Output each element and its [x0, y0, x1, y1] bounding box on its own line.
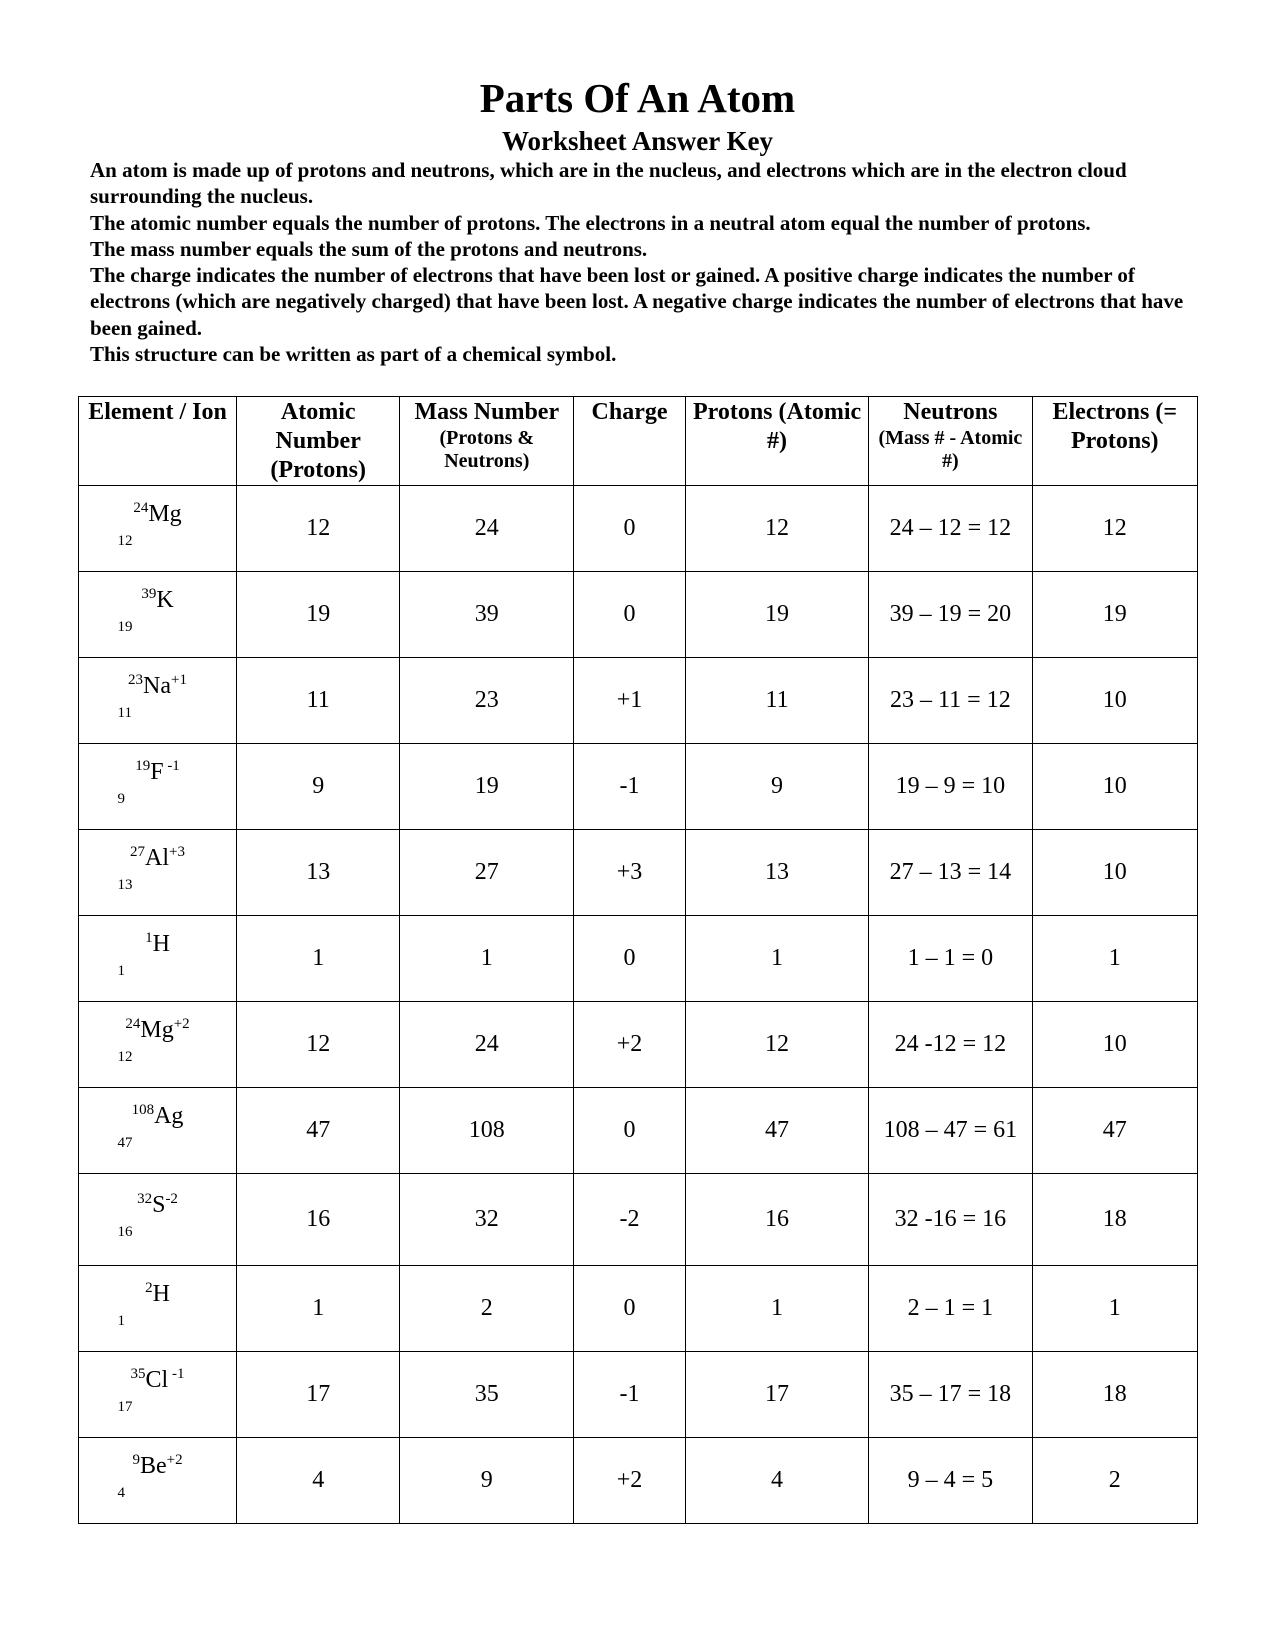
- element-symbol: H: [152, 1281, 170, 1307]
- table-row: [79, 1352, 1198, 1438]
- charge-superscript: +3: [169, 844, 185, 860]
- cell-mass-number: 19: [400, 744, 574, 830]
- atomic-subscript: 1: [117, 1313, 126, 1329]
- cell-neutrons: 32 -16 = 16: [869, 1174, 1032, 1266]
- cell-neutrons: 108 – 47 = 61: [869, 1088, 1032, 1174]
- isotope-symbol: [108, 1447, 208, 1507]
- atomic-subscript: 19: [117, 619, 133, 635]
- isotope-symbol: [108, 1097, 208, 1157]
- cell-mass-number: 32: [400, 1174, 574, 1266]
- atomic-subscript: 47: [117, 1135, 133, 1151]
- cell-protons: 12: [685, 1002, 868, 1088]
- table-row: [79, 916, 1198, 1002]
- cell-electrons: 47: [1032, 1088, 1197, 1174]
- isotope-symbol: [108, 581, 208, 641]
- table-row: [79, 1438, 1198, 1524]
- cell-charge: 0: [574, 572, 686, 658]
- cell-atomic-number: 1: [237, 916, 400, 1002]
- cell-charge: 0: [574, 1266, 686, 1352]
- cell-protons: 17: [685, 1352, 868, 1438]
- cell-element: [79, 1352, 237, 1438]
- header-electrons: Electrons (= Protons): [1032, 397, 1197, 486]
- element-symbol: Ag: [154, 1103, 184, 1129]
- mass-superscript: 2: [145, 1280, 153, 1296]
- cell-mass-number: 27: [400, 830, 574, 916]
- cell-charge: +3: [574, 830, 686, 916]
- mass-superscript: 32: [137, 1191, 153, 1207]
- mass-superscript: 39: [141, 586, 157, 602]
- cell-neutrons: 2 – 1 = 1: [869, 1266, 1032, 1352]
- table-row: [79, 1088, 1198, 1174]
- cell-atomic-number: 47: [237, 1088, 400, 1174]
- cell-charge: +2: [574, 1438, 686, 1524]
- cell-mass-number: 24: [400, 486, 574, 572]
- table-row: [79, 1266, 1198, 1352]
- mass-superscript: 35: [130, 1366, 146, 1382]
- cell-electrons: 10: [1032, 744, 1197, 830]
- cell-charge: 0: [574, 486, 686, 572]
- element-symbol: Al: [145, 845, 170, 871]
- page-subtitle: Worksheet Answer Key: [502, 126, 773, 156]
- cell-protons: 13: [685, 830, 868, 916]
- element-symbol: H: [152, 931, 170, 957]
- cell-electrons: 10: [1032, 658, 1197, 744]
- cell-electrons: 19: [1032, 572, 1197, 658]
- table-row: [79, 1174, 1198, 1266]
- cell-protons: 9: [685, 744, 868, 830]
- isotope-symbol: [108, 925, 208, 985]
- mass-superscript: 19: [135, 758, 151, 774]
- cell-protons: 16: [685, 1174, 868, 1266]
- charge-superscript: +2: [166, 1452, 183, 1468]
- header-mass-number: Mass Number (Protons & Neutrons): [400, 397, 574, 486]
- table-row: [79, 1002, 1198, 1088]
- cell-charge: 0: [574, 916, 686, 1002]
- isotope-symbol: [108, 1186, 208, 1246]
- cell-atomic-number: 9: [237, 744, 400, 830]
- table-row: [79, 744, 1198, 830]
- cell-element: [79, 1174, 237, 1266]
- atom-table: [78, 396, 1198, 1524]
- isotope-symbol: [108, 753, 208, 813]
- cell-mass-number: 9: [400, 1438, 574, 1524]
- cell-electrons: 10: [1032, 830, 1197, 916]
- page-title: Parts Of An Atom: [479, 75, 796, 121]
- cell-electrons: 1: [1032, 916, 1197, 1002]
- header-atomic-number: Atomic Number (Protons): [237, 397, 400, 486]
- mass-superscript: 108: [131, 1102, 155, 1118]
- cell-electrons: 10: [1032, 1002, 1197, 1088]
- cell-element: [79, 744, 237, 830]
- cell-protons: 4: [685, 1438, 868, 1524]
- element-symbol: S: [152, 1192, 166, 1218]
- cell-charge: +1: [574, 658, 686, 744]
- intro-text: [90, 157, 1210, 367]
- cell-neutrons: 1 – 1 = 0: [869, 916, 1032, 1002]
- isotope-symbol: [108, 1361, 208, 1421]
- table-row: [79, 830, 1198, 916]
- header-protons: Protons (Atomic #): [685, 397, 868, 486]
- cell-element: [79, 1266, 237, 1352]
- cell-element: [79, 916, 237, 1002]
- cell-charge: -1: [574, 744, 686, 830]
- isotope-symbol: [108, 1275, 208, 1335]
- cell-atomic-number: 12: [237, 486, 400, 572]
- element-symbol: Mg: [140, 1017, 174, 1043]
- cell-neutrons: 35 – 17 = 18: [869, 1352, 1032, 1438]
- atomic-subscript: 16: [117, 1224, 133, 1240]
- cell-element: [79, 572, 237, 658]
- cell-mass-number: 23: [400, 658, 574, 744]
- element-symbol: K: [156, 587, 174, 613]
- table-row: [79, 572, 1198, 658]
- isotope-symbol: [108, 1011, 208, 1071]
- cell-atomic-number: 17: [237, 1352, 400, 1438]
- cell-neutrons: 24 -12 = 12: [869, 1002, 1032, 1088]
- cell-atomic-number: 13: [237, 830, 400, 916]
- cell-atomic-number: 1: [237, 1266, 400, 1352]
- table-row: [79, 486, 1198, 572]
- charge-superscript: -1: [168, 1366, 185, 1382]
- cell-mass-number: 39: [400, 572, 574, 658]
- element-symbol: Na: [143, 673, 172, 699]
- cell-neutrons: 19 – 9 = 10: [869, 744, 1032, 830]
- cell-neutrons: 39 – 19 = 20: [869, 572, 1032, 658]
- mass-superscript: 9: [132, 1452, 140, 1468]
- cell-atomic-number: 19: [237, 572, 400, 658]
- cell-neutrons: 23 – 11 = 12: [869, 658, 1032, 744]
- table-header-row: [79, 397, 1198, 486]
- cell-charge: 0: [574, 1088, 686, 1174]
- atomic-subscript: 13: [117, 877, 133, 893]
- cell-atomic-number: 11: [237, 658, 400, 744]
- cell-element: [79, 1088, 237, 1174]
- cell-element: [79, 830, 237, 916]
- cell-mass-number: 24: [400, 1002, 574, 1088]
- charge-superscript: -1: [163, 758, 180, 774]
- intro-paragraph: This structure can be written as part of a chemical symbol.: [90, 342, 617, 367]
- cell-neutrons: 27 – 13 = 14: [869, 830, 1032, 916]
- atomic-subscript: 4: [117, 1485, 126, 1501]
- charge-superscript: +2: [173, 1016, 190, 1032]
- cell-neutrons: 9 – 4 = 5: [869, 1438, 1032, 1524]
- atomic-subscript: 9: [117, 791, 126, 807]
- isotope-symbol: [108, 495, 208, 555]
- cell-charge: +2: [574, 1002, 686, 1088]
- isotope-symbol: [108, 667, 208, 727]
- cell-charge: -2: [574, 1174, 686, 1266]
- cell-protons: 11: [685, 658, 868, 744]
- intro-paragraph: The charge indicates the number of electrons that have been lost or gained. A positive charge indicates the number of electrons (which are negatively charged) that have been lost. A negative charge indicates the number of electrons that have been gained.: [90, 263, 1184, 340]
- cell-electrons: 2: [1032, 1438, 1197, 1524]
- mass-superscript: 1: [145, 930, 153, 946]
- intro-paragraph: The mass number equals the sum of the protons and neutrons.: [90, 236, 648, 261]
- charge-superscript: +1: [171, 672, 187, 688]
- mass-superscript: 24: [125, 1016, 141, 1032]
- cell-element: [79, 658, 237, 744]
- cell-protons: 1: [685, 1266, 868, 1352]
- cell-charge: -1: [574, 1352, 686, 1438]
- cell-mass-number: 2: [400, 1266, 574, 1352]
- table-row: [79, 658, 1198, 744]
- element-symbol: Be: [139, 1453, 167, 1479]
- intro-paragraph: The atomic number equals the number of protons. The electrons in a neutral atom equal the number of protons.: [90, 210, 1091, 235]
- cell-electrons: 12: [1032, 486, 1197, 572]
- atomic-subscript: 17: [117, 1399, 133, 1415]
- cell-atomic-number: 12: [237, 1002, 400, 1088]
- element-symbol: Cl: [145, 1367, 169, 1393]
- mass-superscript: 24: [133, 500, 149, 516]
- cell-protons: 12: [685, 486, 868, 572]
- cell-mass-number: 1: [400, 916, 574, 1002]
- cell-electrons: 18: [1032, 1174, 1197, 1266]
- atomic-subscript: 12: [117, 1049, 133, 1065]
- element-symbol: Mg: [148, 501, 182, 527]
- element-symbol: F: [150, 759, 164, 785]
- cell-element: [79, 1002, 237, 1088]
- cell-electrons: 1: [1032, 1266, 1197, 1352]
- mass-superscript: 23: [128, 672, 144, 688]
- cell-mass-number: 35: [400, 1352, 574, 1438]
- cell-neutrons: 24 – 12 = 12: [869, 486, 1032, 572]
- header-element: Element / Ion: [79, 397, 237, 486]
- cell-electrons: 18: [1032, 1352, 1197, 1438]
- header-charge: Charge: [574, 397, 686, 486]
- atomic-subscript: 12: [117, 533, 133, 549]
- cell-protons: 1: [685, 916, 868, 1002]
- cell-mass-number: 108: [400, 1088, 574, 1174]
- isotope-symbol: [108, 839, 208, 899]
- atomic-subscript: 1: [117, 963, 126, 979]
- cell-element: [79, 486, 237, 572]
- intro-paragraph: An atom is made up of protons and neutrons, which are in the nucleus, and electrons which are in the electron cloud surrounding the nucleus.: [90, 158, 1127, 209]
- cell-atomic-number: 16: [237, 1174, 400, 1266]
- cell-protons: 19: [685, 572, 868, 658]
- header-neutrons: Neutrons (Mass # - Atomic #): [869, 397, 1032, 486]
- cell-protons: 47: [685, 1088, 868, 1174]
- charge-superscript: -2: [165, 1191, 178, 1207]
- mass-superscript: 27: [130, 844, 146, 860]
- cell-atomic-number: 4: [237, 1438, 400, 1524]
- atomic-subscript: 11: [117, 705, 132, 721]
- cell-element: [79, 1438, 237, 1524]
